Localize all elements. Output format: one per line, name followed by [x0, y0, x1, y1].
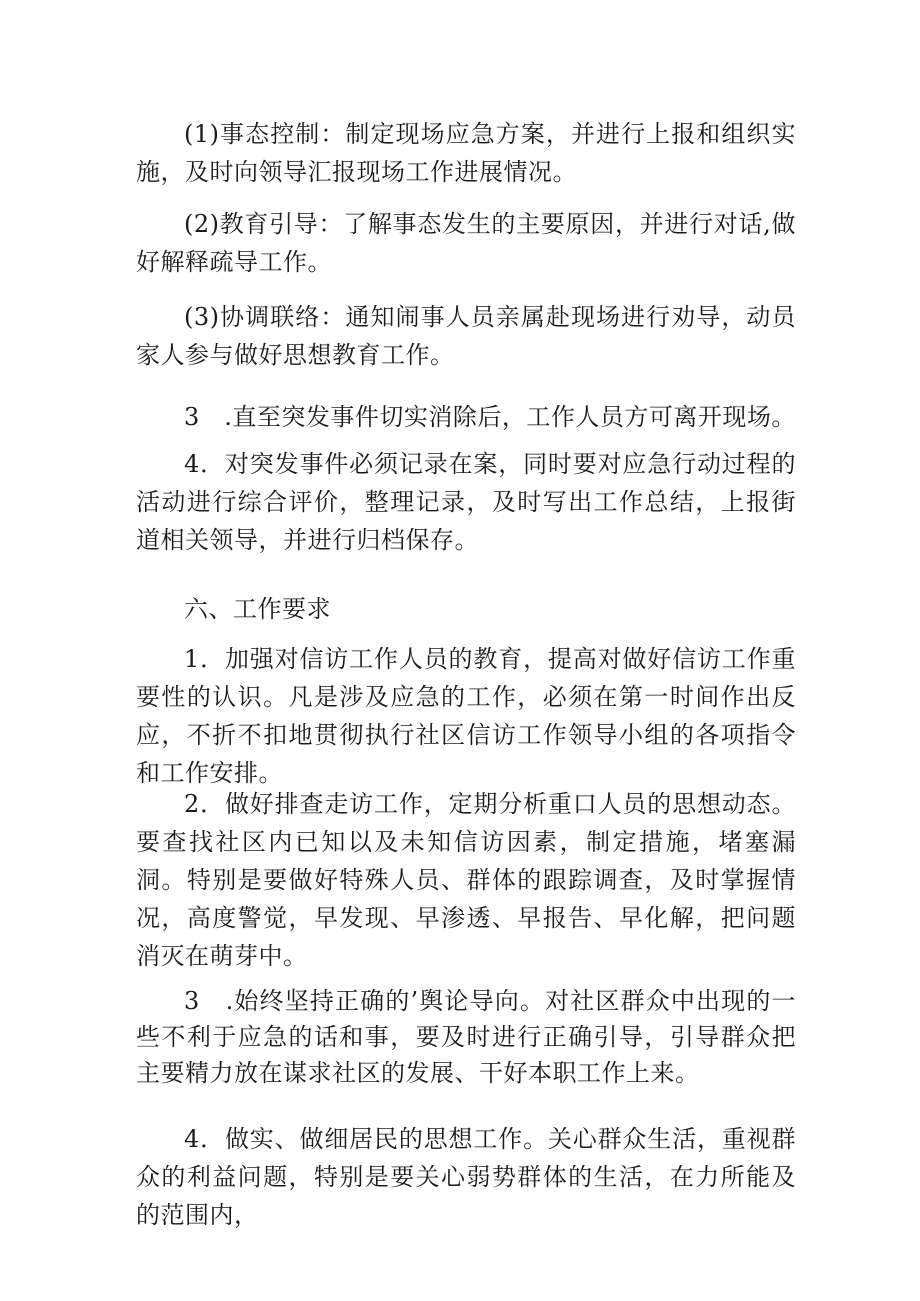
paragraph-item-4-records: 4．对突发事件必须记录在案，同时要对应急行动过程的活动进行综合评价，整理记录，及时写出工作总结，上报街道相关领导，并进行归档保存。: [136, 450, 796, 554]
paragraph-requirement-4: 4．做实、做细居民的思想工作。关心群众生活，重视群众的利益问题，特别是要关心弱势群体的生活，在力所能及的范围内，: [136, 1125, 796, 1229]
section-heading-work-requirements: 六、工作要求: [184, 595, 331, 623]
paragraph-incident-control: (1)事态控制：制定现场应急方案，并进行上报和组织实施，及时向领导汇报现场工作进展情况。: [136, 120, 796, 186]
paragraph-coordination: (3)协调联络：通知闹事人员亲属赴现场进行劝导，动员家人参与做好思想教育工作。: [136, 303, 796, 369]
paragraph-requirement-2: 2．做好排查走访工作，定期分析重口人员的思想动态。要查找社区内已知以及未知信访因素，制定措施，堵塞漏洞。特别是要做好特殊人员、群体的跟踪调查，及时掌握情况，高度警觉，早发现、早渗透、早报告、早化解，把问题消灭在萌芽中。: [136, 790, 796, 970]
paragraph-item-3: 3 .直至突发事件切实消除后，工作人员方可离开现场。: [184, 403, 796, 431]
paragraph-requirement-1: 1．加强对信访工作人员的教育，提高对做好信访工作重要性的认识。凡是涉及应急的工作，必须在第一时间作出反应，不折不扣地贯彻执行社区信访工作领导小组的各项指令和工作安排。: [136, 645, 796, 787]
paragraph-education-guidance: (2)教育引导：了解事态发生的主要原因，并进行对话,做好解释疏导工作。: [136, 210, 796, 276]
paragraph-requirement-3: 3 .始终坚持正确的’舆论导向。对社区群众中出现的一些不利于应急的话和事，要及时进行正确引导，引导群众把主要精力放在谋求社区的发展、干好本职工作上来。: [136, 987, 796, 1087]
